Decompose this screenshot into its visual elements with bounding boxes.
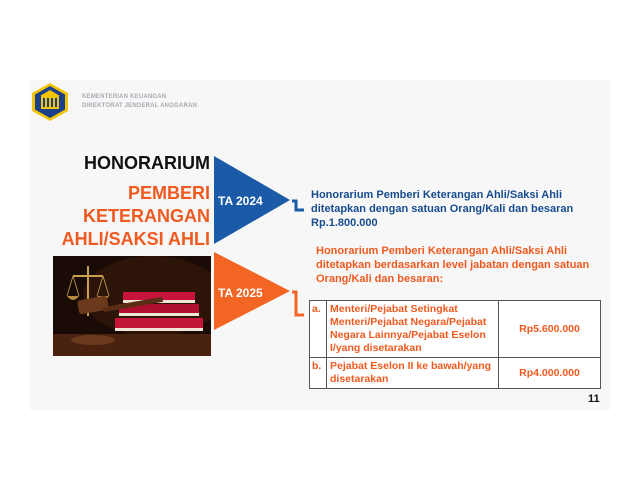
ta2025-connector <box>292 292 304 315</box>
row-amount: Rp5.600.000 <box>499 301 601 358</box>
row-description: Pejabat Eselon II ke bawah/yang disetarakan <box>327 358 499 389</box>
title-subtitle: PEMBERI KETERANGAN AHLI/SAKSI AHLI <box>61 183 210 249</box>
ta2024-label: TA 2024 <box>218 194 263 208</box>
row-description: Menteri/Pejabat Setingkat Menteri/Pejabat Negara/Pejabat Negara Lainnya/Pejabat Eselon I/yang disetarakan <box>327 301 499 358</box>
org-line-2: DIREKTORAT JENDERAL ANGGARAN <box>82 103 198 109</box>
org-line-1: KEMENTERIAN KEUANGAN <box>82 94 167 100</box>
page-number: 11 <box>588 393 600 405</box>
row-letter: a. <box>310 301 327 358</box>
title-honorarium: HONORARIUM <box>84 153 210 173</box>
table-row <box>310 301 601 358</box>
row-letter: b. <box>310 358 327 389</box>
ta2024-connector <box>292 201 304 210</box>
row-amount: Rp4.000.000 <box>499 358 601 389</box>
ta2024-description: Honorarium Pemberi Keterangan Ahli/Saksi Ahli ditetapkan dengan satuan Orang/Kali dan besaran Rp.1.800.000 <box>311 189 574 229</box>
table-row <box>310 358 601 389</box>
honorarium-table <box>309 300 601 389</box>
ta2025-label: TA 2025 <box>218 286 263 300</box>
ta2025-description: Honorarium Pemberi Keterangan Ahli/Saksi Ahli ditetapkan berdasarkan level jabatan dengan satuan Orang/Kali dan besaran: <box>316 245 590 285</box>
